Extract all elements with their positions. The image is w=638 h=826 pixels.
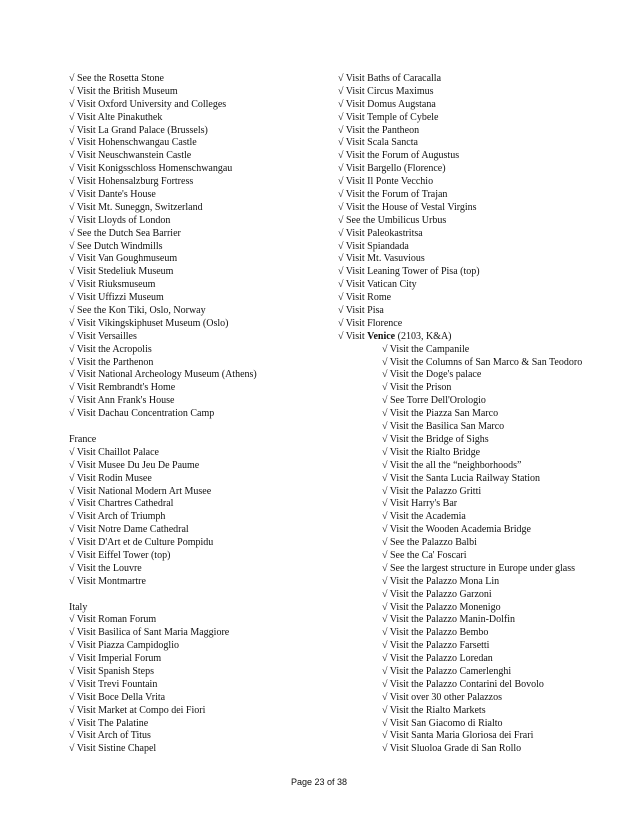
list-item: √ Visit over 30 other Palazzos bbox=[382, 691, 502, 703]
list-item: √ Visit Alte Pinakuthek bbox=[69, 111, 163, 123]
italy-continued-list bbox=[338, 73, 628, 331]
list-item: √ Visit Montmartre bbox=[69, 575, 146, 587]
list-item: √ Visit the Palazzo Garzoni bbox=[382, 588, 492, 600]
list-item: √ Visit Spanish Steps bbox=[69, 665, 154, 677]
list-item: √ Visit Rome bbox=[338, 292, 392, 304]
list-item: √ Visit Florence bbox=[338, 317, 403, 329]
list-item: √ Visit Circus Maximus bbox=[338, 85, 434, 97]
list-item: √ See the largest structure in Europe under glass bbox=[382, 562, 576, 574]
list-item: √ Visit the Louvre bbox=[69, 562, 142, 574]
list-item: √ Visit Bargello (Florence) bbox=[338, 163, 446, 175]
list-item: √ Visit the Prison bbox=[382, 382, 452, 394]
list-item: √ Visit Trevi Fountain bbox=[69, 678, 158, 690]
list-item: √ Visit Rodin Musee bbox=[69, 472, 152, 484]
list-item: √ See the Palazzo Balbi bbox=[382, 537, 477, 549]
list-item: √ See the Rosetta Stone bbox=[69, 73, 164, 84]
list-item: √ Visit Santa Maria Gloriosa dei Frari bbox=[382, 730, 534, 742]
list-item: √ Visit Roman Forum bbox=[69, 614, 157, 626]
list-item: √ Visit Temple of Cybele bbox=[338, 111, 439, 123]
list-item: √ Visit Vikingskiphuset Museum (Oslo) bbox=[69, 317, 229, 329]
venice-note: (2103, K&A) bbox=[395, 330, 452, 342]
list-item: √ See Torre Dell'Orologio bbox=[382, 395, 486, 407]
list-item: √ Visit the Academia bbox=[382, 511, 466, 523]
list-item: √ Visit the all the “neighborhoods” bbox=[382, 459, 522, 471]
list-item: √ Visit Mt. Suneggn, Switzerland bbox=[69, 201, 203, 213]
list-item: √ Visit Versailles bbox=[69, 330, 137, 342]
list-item: √ Visit Notre Dame Cathedral bbox=[69, 524, 189, 536]
list-item: √ Visit Konigsschloss Homenschwangau bbox=[69, 163, 233, 175]
list-item: √ Visit the Forum of Trajan bbox=[338, 189, 448, 201]
list-item: √ Visit the Palazzo Gritti bbox=[382, 485, 482, 497]
list-item: √ Visit the Palazzo Contarini del Bovolo bbox=[382, 678, 544, 690]
list-item: √ Visit Dante's House bbox=[69, 189, 156, 201]
list-item: √ Visit the Columns of San Marco & San Teodoro bbox=[382, 356, 583, 368]
list-item: √ Visit National Modern Art Musee bbox=[69, 485, 212, 497]
list-item: √ Visit Paleokastritsa bbox=[338, 227, 423, 239]
list-item: √ Visit the Wooden Academia Bridge bbox=[382, 524, 531, 536]
list-item: √ Visit Il Ponte Vecchio bbox=[338, 176, 434, 188]
list-item: √ Visit the Acropolis bbox=[69, 343, 152, 355]
list-item: √ Visit Van Goughmuseum bbox=[69, 253, 178, 265]
list-item: √ See the Kon Tiki, Oslo, Norway bbox=[69, 305, 206, 317]
list-item: √ Visit Spiandada bbox=[338, 240, 409, 252]
list-item: √ Visit the Bridge of Sighs bbox=[382, 433, 489, 445]
list-item: √ Visit Arch of Triumph bbox=[69, 511, 166, 523]
list-item: √ Visit Imperial Forum bbox=[69, 653, 162, 665]
list-item: √ Visit Dachau Concentration Camp bbox=[69, 408, 215, 420]
list-item: √ Visit National Archeology Museum (Athens) bbox=[69, 369, 257, 381]
list-item: √ Visit the Rialto Markets bbox=[382, 704, 486, 716]
list-item: √ Visit Musee Du Jeu De Paume bbox=[69, 459, 200, 471]
italy-list bbox=[69, 614, 324, 756]
general-list bbox=[69, 73, 324, 421]
list-item: √ Visit the Palazzo Manin-Dolfin bbox=[382, 614, 516, 626]
list-item: √ Visit San Giacomo di Rialto bbox=[382, 717, 503, 729]
list-item: √ Visit the Santa Lucia Railway Station bbox=[382, 472, 541, 484]
list-item: √ Visit the Piazza San Marco bbox=[382, 408, 499, 420]
venice-prefix: √ Visit bbox=[338, 330, 368, 342]
list-item: √ Visit Rembrandt's Home bbox=[69, 382, 176, 394]
france-heading: France bbox=[69, 433, 97, 445]
list-item: √ Visit the Palazzo Monenigo bbox=[382, 601, 501, 613]
list-item: √ Visit the House of Vestal Virgins bbox=[338, 201, 477, 213]
list-item: √ Visit Riuksmuseum bbox=[69, 279, 156, 291]
list-item: √ See Dutch Windmills bbox=[69, 240, 163, 252]
list-item: √ Visit Chartres Cathedral bbox=[69, 498, 174, 510]
list-item: √ Visit Sistine Chapel bbox=[69, 743, 157, 755]
list-item: √ Visit the Palazzo Loredan bbox=[382, 653, 493, 665]
list-item: √ Visit Piazza Campidoglio bbox=[69, 640, 179, 652]
list-item: √ Visit the Doge's palace bbox=[382, 369, 482, 381]
list-item: √ Visit Scala Sancta bbox=[338, 137, 418, 149]
list-item: √ Visit the Forum of Augustus bbox=[338, 150, 460, 162]
list-item: √ Visit Harry's Bar bbox=[382, 498, 458, 510]
list-item: √ Visit the Parthenon bbox=[69, 356, 154, 368]
list-item: √ Visit Hohenschwangau Castle bbox=[69, 137, 197, 149]
list-item: √ See the Umbilicus Urbus bbox=[338, 214, 447, 226]
venice-item bbox=[338, 331, 628, 344]
venice-sublist bbox=[338, 344, 628, 757]
list-item: √ Visit the Palazzo Farsetti bbox=[382, 640, 490, 652]
list-item: √ Visit the Basilica San Marco bbox=[382, 421, 505, 433]
list-item: √ Visit Market at Compo dei Fiori bbox=[69, 704, 206, 716]
list-item: √ Visit the Palazzo Camerlenghi bbox=[382, 665, 512, 677]
list-item: √ Visit Mt. Vasuvious bbox=[338, 253, 425, 265]
list-item: √ Visit Sluoloa Grade di San Rollo bbox=[382, 743, 522, 755]
list-item: √ See the Dutch Sea Barrier bbox=[69, 227, 181, 239]
list-item: √ Visit Lloyds of London bbox=[69, 214, 171, 226]
list-item: √ Visit the Palazzo Mona Lin bbox=[382, 575, 500, 587]
right-column bbox=[338, 73, 628, 756]
list-item: √ Visit the Campanile bbox=[382, 343, 470, 355]
italy-heading: Italy bbox=[69, 601, 88, 613]
list-item: √ Visit Chaillot Palace bbox=[69, 446, 159, 458]
list-item: √ Visit the Pantheon bbox=[338, 124, 420, 136]
list-item: √ Visit D'Art et de Culture Pompidu bbox=[69, 537, 214, 549]
left-column bbox=[69, 73, 324, 756]
list-item: √ Visit Arch of Titus bbox=[69, 730, 151, 742]
list-item: √ Visit The Palatine bbox=[69, 717, 149, 729]
list-item: √ Visit Uffizzi Museum bbox=[69, 292, 164, 304]
list-item: √ Visit Basilica of Sant Maria Maggiore bbox=[69, 627, 230, 639]
list-item: √ Visit Ann Frank's House bbox=[69, 395, 175, 407]
list-item: √ Visit the Rialto Bridge bbox=[382, 446, 481, 458]
france-list bbox=[69, 447, 324, 589]
list-item: √ Visit Oxford University and Colleges bbox=[69, 98, 227, 110]
page-footer: Page 23 of 38 bbox=[290, 777, 348, 787]
list-item: √ Visit the British Museum bbox=[69, 85, 178, 97]
list-item: √ Visit Boce Della Vrita bbox=[69, 691, 166, 703]
list-item: √ Visit Domus Augstana bbox=[338, 98, 436, 110]
list-item: √ Visit Leaning Tower of Pisa (top) bbox=[338, 266, 480, 278]
list-item: √ Visit Pisa bbox=[338, 305, 384, 317]
list-item: √ Visit Eiffel Tower (top) bbox=[69, 549, 171, 561]
venice-label: Venice bbox=[367, 330, 396, 342]
list-item: √ Visit the Palazzo Bembo bbox=[382, 627, 489, 639]
list-item: √ Visit Stedeliuk Museum bbox=[69, 266, 174, 278]
list-item: √ Visit Baths of Caracalla bbox=[338, 73, 442, 84]
list-item: √ See the Ca' Foscari bbox=[382, 549, 467, 561]
list-item: √ Visit Neuschwanstein Castle bbox=[69, 150, 192, 162]
list-item: √ Visit Vatican City bbox=[338, 279, 417, 291]
list-item: √ Visit La Grand Palace (Brussels) bbox=[69, 124, 208, 136]
list-item: √ Visit Hohensalzburg Fortress bbox=[69, 176, 194, 188]
